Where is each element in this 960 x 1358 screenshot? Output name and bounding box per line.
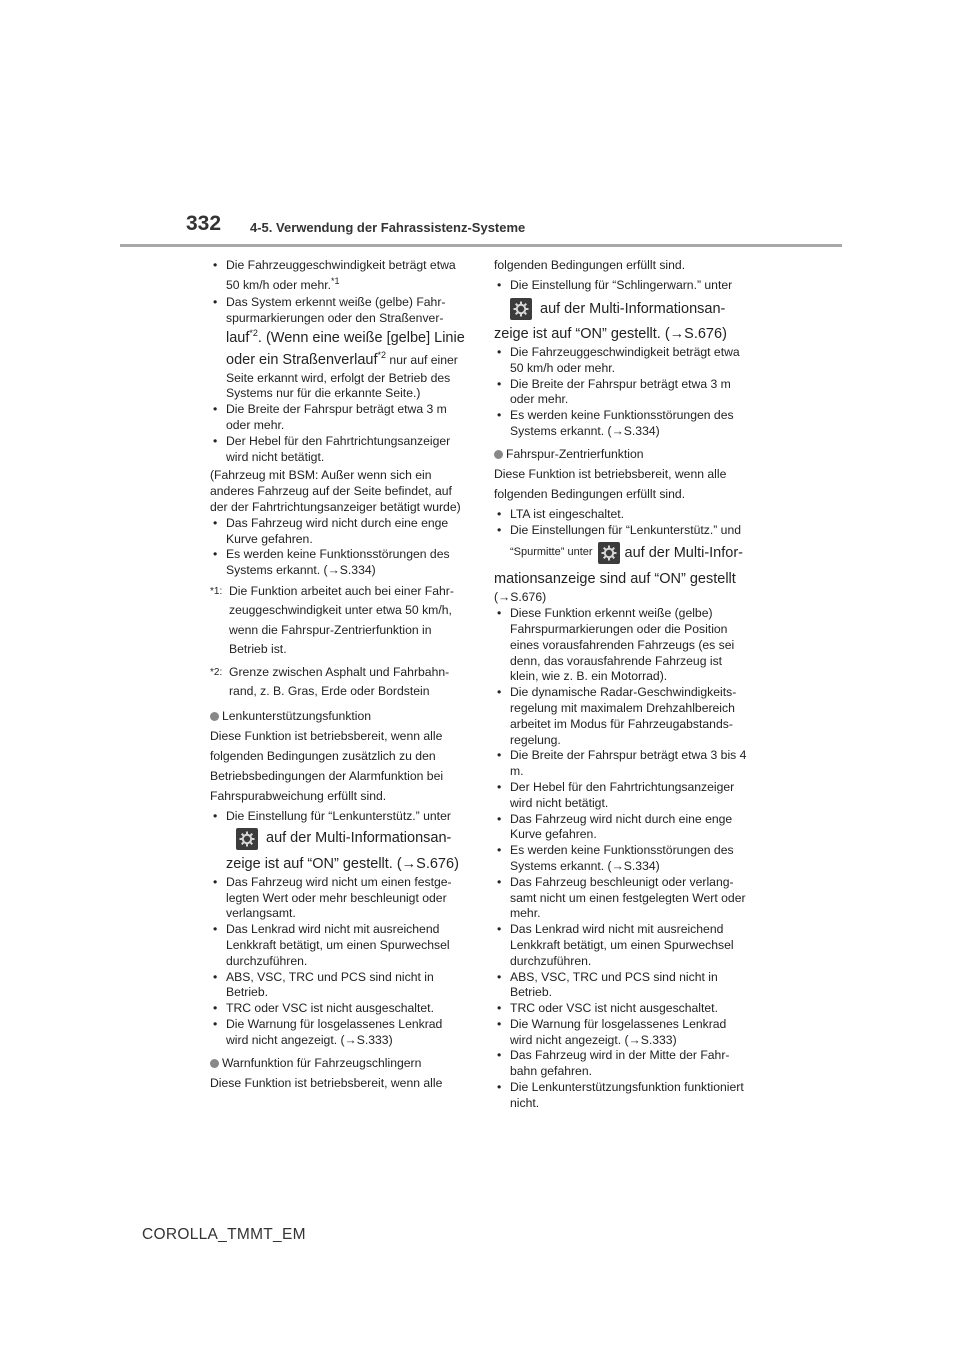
left-column bbox=[210, 255, 465, 1093]
list-item: • Das Fahrzeug wird nicht durch eine enge Kurve gefahren. bbox=[494, 812, 749, 844]
list-item-continued: zeige ist auf “ON” gestellt. (→S.676) bbox=[494, 326, 727, 342]
list-item: • Das Lenkrad wird nicht mit ausreichend Lenkkraft betätigt, um einen Spurwechsel durchzuführen. bbox=[494, 922, 749, 969]
list-item: • Es werden keine Funktionsstörungen des Systems erkannt. (→S.334) bbox=[210, 547, 465, 579]
paragraph: Diese Funktion ist betriebsbereit, wenn alle bbox=[210, 1075, 443, 1090]
gear-icon bbox=[510, 298, 532, 320]
list-item: • Die Einstellung für “Lenkunterstütz.” unter auf der Multi-Informationsan- zeige ist auf “ON” gestellt. (→S.676) bbox=[210, 809, 465, 875]
list-item: • Die Breite der Fahrspur beträgt etwa 3 m oder mehr. bbox=[210, 402, 465, 434]
gear-icon bbox=[598, 542, 620, 564]
list-item: • Das Fahrzeug wird nicht um einen festgelegten Wert oder mehr beschleunigt oder verlangsamt. bbox=[210, 875, 465, 922]
list-item: • Es werden keine Funktionsstörungen des Systems erkannt. (→S.334) bbox=[494, 408, 749, 440]
footer-doc-id: COROLLA_TMMT_EM bbox=[142, 1226, 306, 1243]
list-item: • Die Einstellung für “Schlingerwarn.” unter auf der Multi-Informationsan- bbox=[494, 275, 749, 323]
footnote-2: *2: Grenze zwischen Asphalt und Fahrbahnrand, z. B. Gras, Erde oder Bordstein bbox=[210, 664, 450, 699]
section-title: 4-5. Verwendung der Fahrassistenz-Systeme bbox=[250, 220, 526, 235]
footnote-1: *1: Die Funktion arbeitet auch bei einer Fahrzeuggeschwindigkeit unter etwa 50 km/h, wenn die Fahrspur-Zentrierfunktion in Betrieb ist. bbox=[210, 583, 454, 657]
section-heading: Fahrspur-Zentrierfunktion bbox=[494, 445, 749, 464]
section-heading: Lenkunterstützungsfunktion bbox=[210, 707, 465, 726]
list-item: • Es werden keine Funktionsstörungen des Systems erkannt. (→S.334) bbox=[494, 843, 749, 875]
section-heading: Warnfunktion für Fahrzeugschlingern bbox=[210, 1054, 465, 1073]
list-item: • TRC oder VSC ist nicht ausgeschaltet. bbox=[494, 1001, 749, 1017]
paragraph: folgenden Bedingungen erfüllt sind. bbox=[494, 258, 686, 272]
paragraph: Diese Funktion ist betriebsbereit, wenn alle folgenden Bedingungen erfüllt sind. bbox=[494, 466, 727, 501]
list-item: • Die Breite der Fahrspur beträgt etwa 3 bis 4 m. bbox=[494, 748, 749, 780]
gear-icon bbox=[236, 828, 258, 850]
list-item: • Die Breite der Fahrspur beträgt etwa 3 m oder mehr. bbox=[494, 377, 749, 409]
list-item: • Die Warnung für losgelassenes Lenkrad wird nicht angezeigt. (→S.333) bbox=[210, 1017, 465, 1049]
list-item: • Die Einstellungen für “Lenkunterstütz.” und “Spurmitte” unter auf der Multi-Infor- mationsanzeige sind auf “ON” gestellt (→S.676) bbox=[494, 523, 749, 607]
page-number: 332 bbox=[186, 212, 222, 235]
list-item: • Die Warnung für losgelassenes Lenkrad wird nicht angezeigt. (→S.333) bbox=[494, 1017, 749, 1049]
list-item: • TRC oder VSC ist nicht ausgeschaltet. bbox=[210, 1001, 465, 1017]
list-item: • Die Lenkunterstützungsfunktion funktioniert nicht. bbox=[494, 1080, 749, 1112]
list-item: • Das Fahrzeug wird nicht durch eine enge Kurve gefahren. bbox=[210, 516, 465, 548]
list-item: • ABS, VSC, TRC und PCS sind nicht in Betrieb. bbox=[210, 970, 465, 1002]
list-item: • ABS, VSC, TRC und PCS sind nicht in Betrieb. bbox=[494, 970, 749, 1002]
right-column bbox=[494, 255, 749, 1112]
list-item: • Der Hebel für den Fahrtrichtungsanzeiger wird nicht betätigt. bbox=[210, 434, 465, 466]
list-item: • Die dynamische Radar-Geschwindigkeitsregelung mit maximalem Drehzahlbereich arbeitet im Modus für Fahrzeugabstandsregelung. bbox=[494, 685, 749, 748]
paragraph: Diese Funktion ist betriebsbereit, wenn alle folgenden Bedingungen zusätzlich zu den Betriebsbedingungen der Alarmfunktion bei Fahrspurabweichung erfüllt sind. bbox=[210, 728, 444, 803]
list-item: • Der Hebel für den Fahrtrichtungsanzeiger wird nicht betätigt. bbox=[494, 780, 749, 812]
list-item: • Das System erkennt weiße (gelbe) Fahrspurmarkierungen oder den Straßenver- lauf$^{*2}$. (Wenn eine weiße [gelbe] Linie oder ein Straßenverlauf$^{*2}$ nur auf einer Seite erkannt wird, erfolgt der Betrieb des Systems nur für die erkannte Seite.) bbox=[210, 295, 465, 402]
list-item: • Das Lenkrad wird nicht mit ausreichend Lenkkraft betätigt, um einen Spurwechsel durchzuführen. bbox=[210, 922, 465, 969]
list-item: • Das Fahrzeug beschleunigt oder verlangsamt nicht um einen festgelegten Wert oder mehr. bbox=[494, 875, 749, 922]
list-item: • Das Fahrzeug wird in der Mitte der Fahrbahn gefahren. bbox=[494, 1048, 749, 1080]
list-item: • Diese Funktion erkennt weiße (gelbe) Fahrspurmarkierungen oder die Position eines vorausfahrenden Fahrzeugs (es sei denn, das vorausfahrende Fahrzeug ist klein, wie z. B. ein Motorrad). bbox=[494, 606, 749, 685]
list-item: • Die Fahrzeuggeschwindigkeit beträgt etwa 50 km/h oder mehr.$^{*1}$ bbox=[210, 255, 465, 295]
list-item: • LTA ist eingeschaltet. bbox=[494, 507, 749, 523]
paragraph: (Fahrzeug mit BSM: Außer wenn sich ein anderes Fahrzeug auf der Seite befindet, auf der der Fahrtrichtungsanzeiger betätigt wurde) bbox=[210, 468, 461, 514]
list-item: • Die Fahrzeuggeschwindigkeit beträgt etwa 50 km/h oder mehr. bbox=[494, 345, 749, 377]
header-divider bbox=[120, 244, 842, 247]
